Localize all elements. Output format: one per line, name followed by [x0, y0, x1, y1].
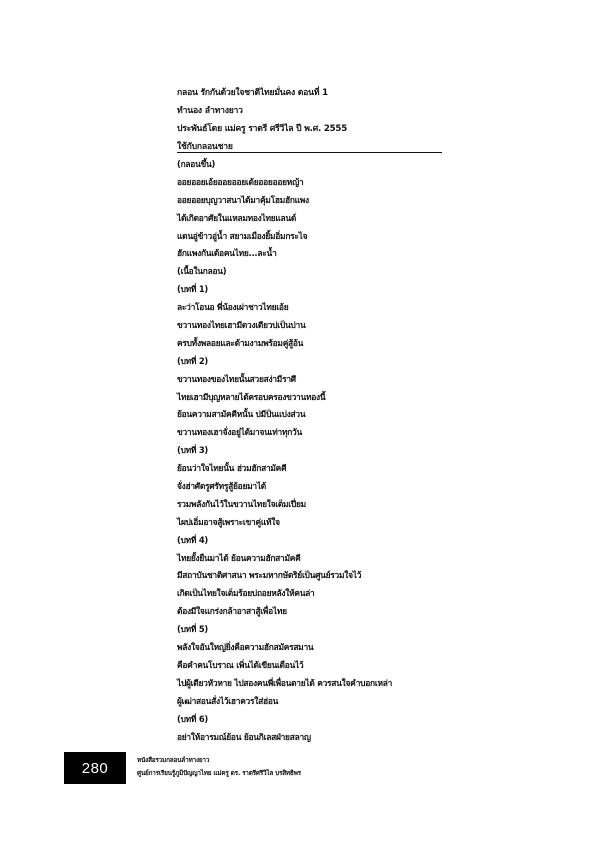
page-number: 280 — [64, 752, 126, 784]
poem-line: คือคำคนโบราณ เพิ่นได้เขียนเตือนไว้ — [177, 659, 304, 670]
poem-line: (บทที่ 1) — [177, 284, 209, 295]
page-footer — [137, 754, 437, 780]
poem-line: (บทที่ 4) — [177, 534, 209, 545]
poem-line: ย้อนว่าใจไทยนั้น ฮ่วมฮักสามัคคี — [177, 463, 287, 474]
poem-line: ครบทั้งพลอยและด้ามงามพร้อมคู่สู้อ้น — [177, 337, 304, 348]
poem-line: ผู้เฒ่าสอนสั่งไว้เฮาควรใส่ฮ่อน — [177, 695, 279, 706]
header-divider — [177, 152, 442, 153]
poem-line: (บทที่ 3) — [177, 445, 209, 456]
poem-line: ขวานทองของไทยนั้นสวยสง่ามีราศี — [177, 373, 296, 384]
poem-melody: ทำนอง ลำทางยาว — [177, 106, 243, 116]
poem-line: (กลอนขึ้น) — [177, 159, 216, 169]
poem-header — [177, 84, 437, 156]
footer-book-title: หนังสือรวมกลอนลำทางยาว — [137, 756, 210, 764]
footer-publisher: ศูนย์การเรียนรู้ภูมิปัญญาไทย แม่ครู ดร. ราตรีศรีวิไล บรสิทธิพร — [137, 769, 301, 777]
poem-line: ฮักแพงกันเด้อคนไทย...ละน้ำ — [177, 248, 277, 259]
poem-line: แดนอู่ข้าวอู่น้ำ สยามเมืองยิ้มอิ่มกระไจ — [177, 230, 308, 241]
poem-line: มีสถาบันชาติศาสนา พระมหากษัตริย์เป็นศูนย์รวมใจไว้ — [177, 570, 362, 581]
poem-line: เกิดเป็นไทยใจเต็มร้อยบ่ถอยหลังให้คนล่า — [177, 588, 315, 599]
poem-line: ไผบ่เอิ่มอาจสู้เพราะเขาคู่แท้ใจ — [177, 516, 280, 527]
poem-line: ขวานทองเฮาจั่งอยู่ได้มาจนเท่าทุกวัน — [177, 427, 302, 438]
poem-line: ออยออยบุญวาสนาได้มาคุ้มโฮมฮักแพง — [177, 194, 309, 205]
poem-line: ละว่าโอนอ พี่น้องเผ่าชาวไทยเอ้ย — [177, 302, 289, 313]
poem-line: อย่าให้อารมณ์ย้อน ย้อนกิเลสฝ่ายสลาญ — [177, 731, 311, 742]
poem-line: (บทที่ 2) — [177, 355, 209, 366]
poem-line: (เนื้อในกลอน) — [177, 266, 227, 277]
poem-line: ออยออยเอ้ยออยออยเด้ยออยออยหญ้า — [177, 176, 304, 187]
poem-line: ย้อนความสามัคคีหนั้น บ่มีป็นแบ่งส่วน — [177, 409, 306, 420]
poem-title: กลอน รักกันด้วยใจชาติไทยมั่นคง ตอนที่ 1 — [177, 88, 328, 98]
poem-line: ไปผู้เดียวหัวหาย ไปสองคนพี่เพื่อนตายได้ ควรสนใจคำบอกเหล่า — [177, 677, 393, 688]
poem-line: จั่งฮ่าศัตรูศรัทรูสู้ย้อยมาได้ — [177, 481, 266, 492]
poem-line: (บทที่ 5) — [177, 624, 209, 635]
poem-author: ประพันธ์โดย แม่ครู ราตรี ศรีวิไล ปี พ.ศ. 2555 — [177, 124, 347, 134]
poem-line: ไทยเฮามีบุญหลายได้ครอบครองขวานทองนี้ — [177, 391, 326, 402]
poem-line: รวมพลังกันไว้ในขวานไทยใจเต็มเปี่ยม — [177, 498, 306, 509]
poem-line: ขวานทองไทยเฮามีดวงเดียวบ่เป็นบ่าน — [177, 320, 306, 331]
poem-usage: ใช้กับกลอนชาย — [177, 142, 233, 152]
poem-line: ไทยยั้งยืนมาได้ ย้อนความฮักสามัคคี — [177, 552, 301, 563]
poem-line: (บทที่ 6) — [177, 713, 209, 724]
poem-body — [177, 156, 477, 746]
poem-line: ต้องมีใจแกร่งกล้าอาสาสู้เพื่อไทย — [177, 606, 287, 617]
poem-line: ได้เกิดอาศัยในแหลมทองไทยแลนด์ — [177, 212, 297, 223]
poem-line: พลังใจอันใหญ่ยิ่งคือความฮักสมัครสมาน — [177, 642, 314, 653]
